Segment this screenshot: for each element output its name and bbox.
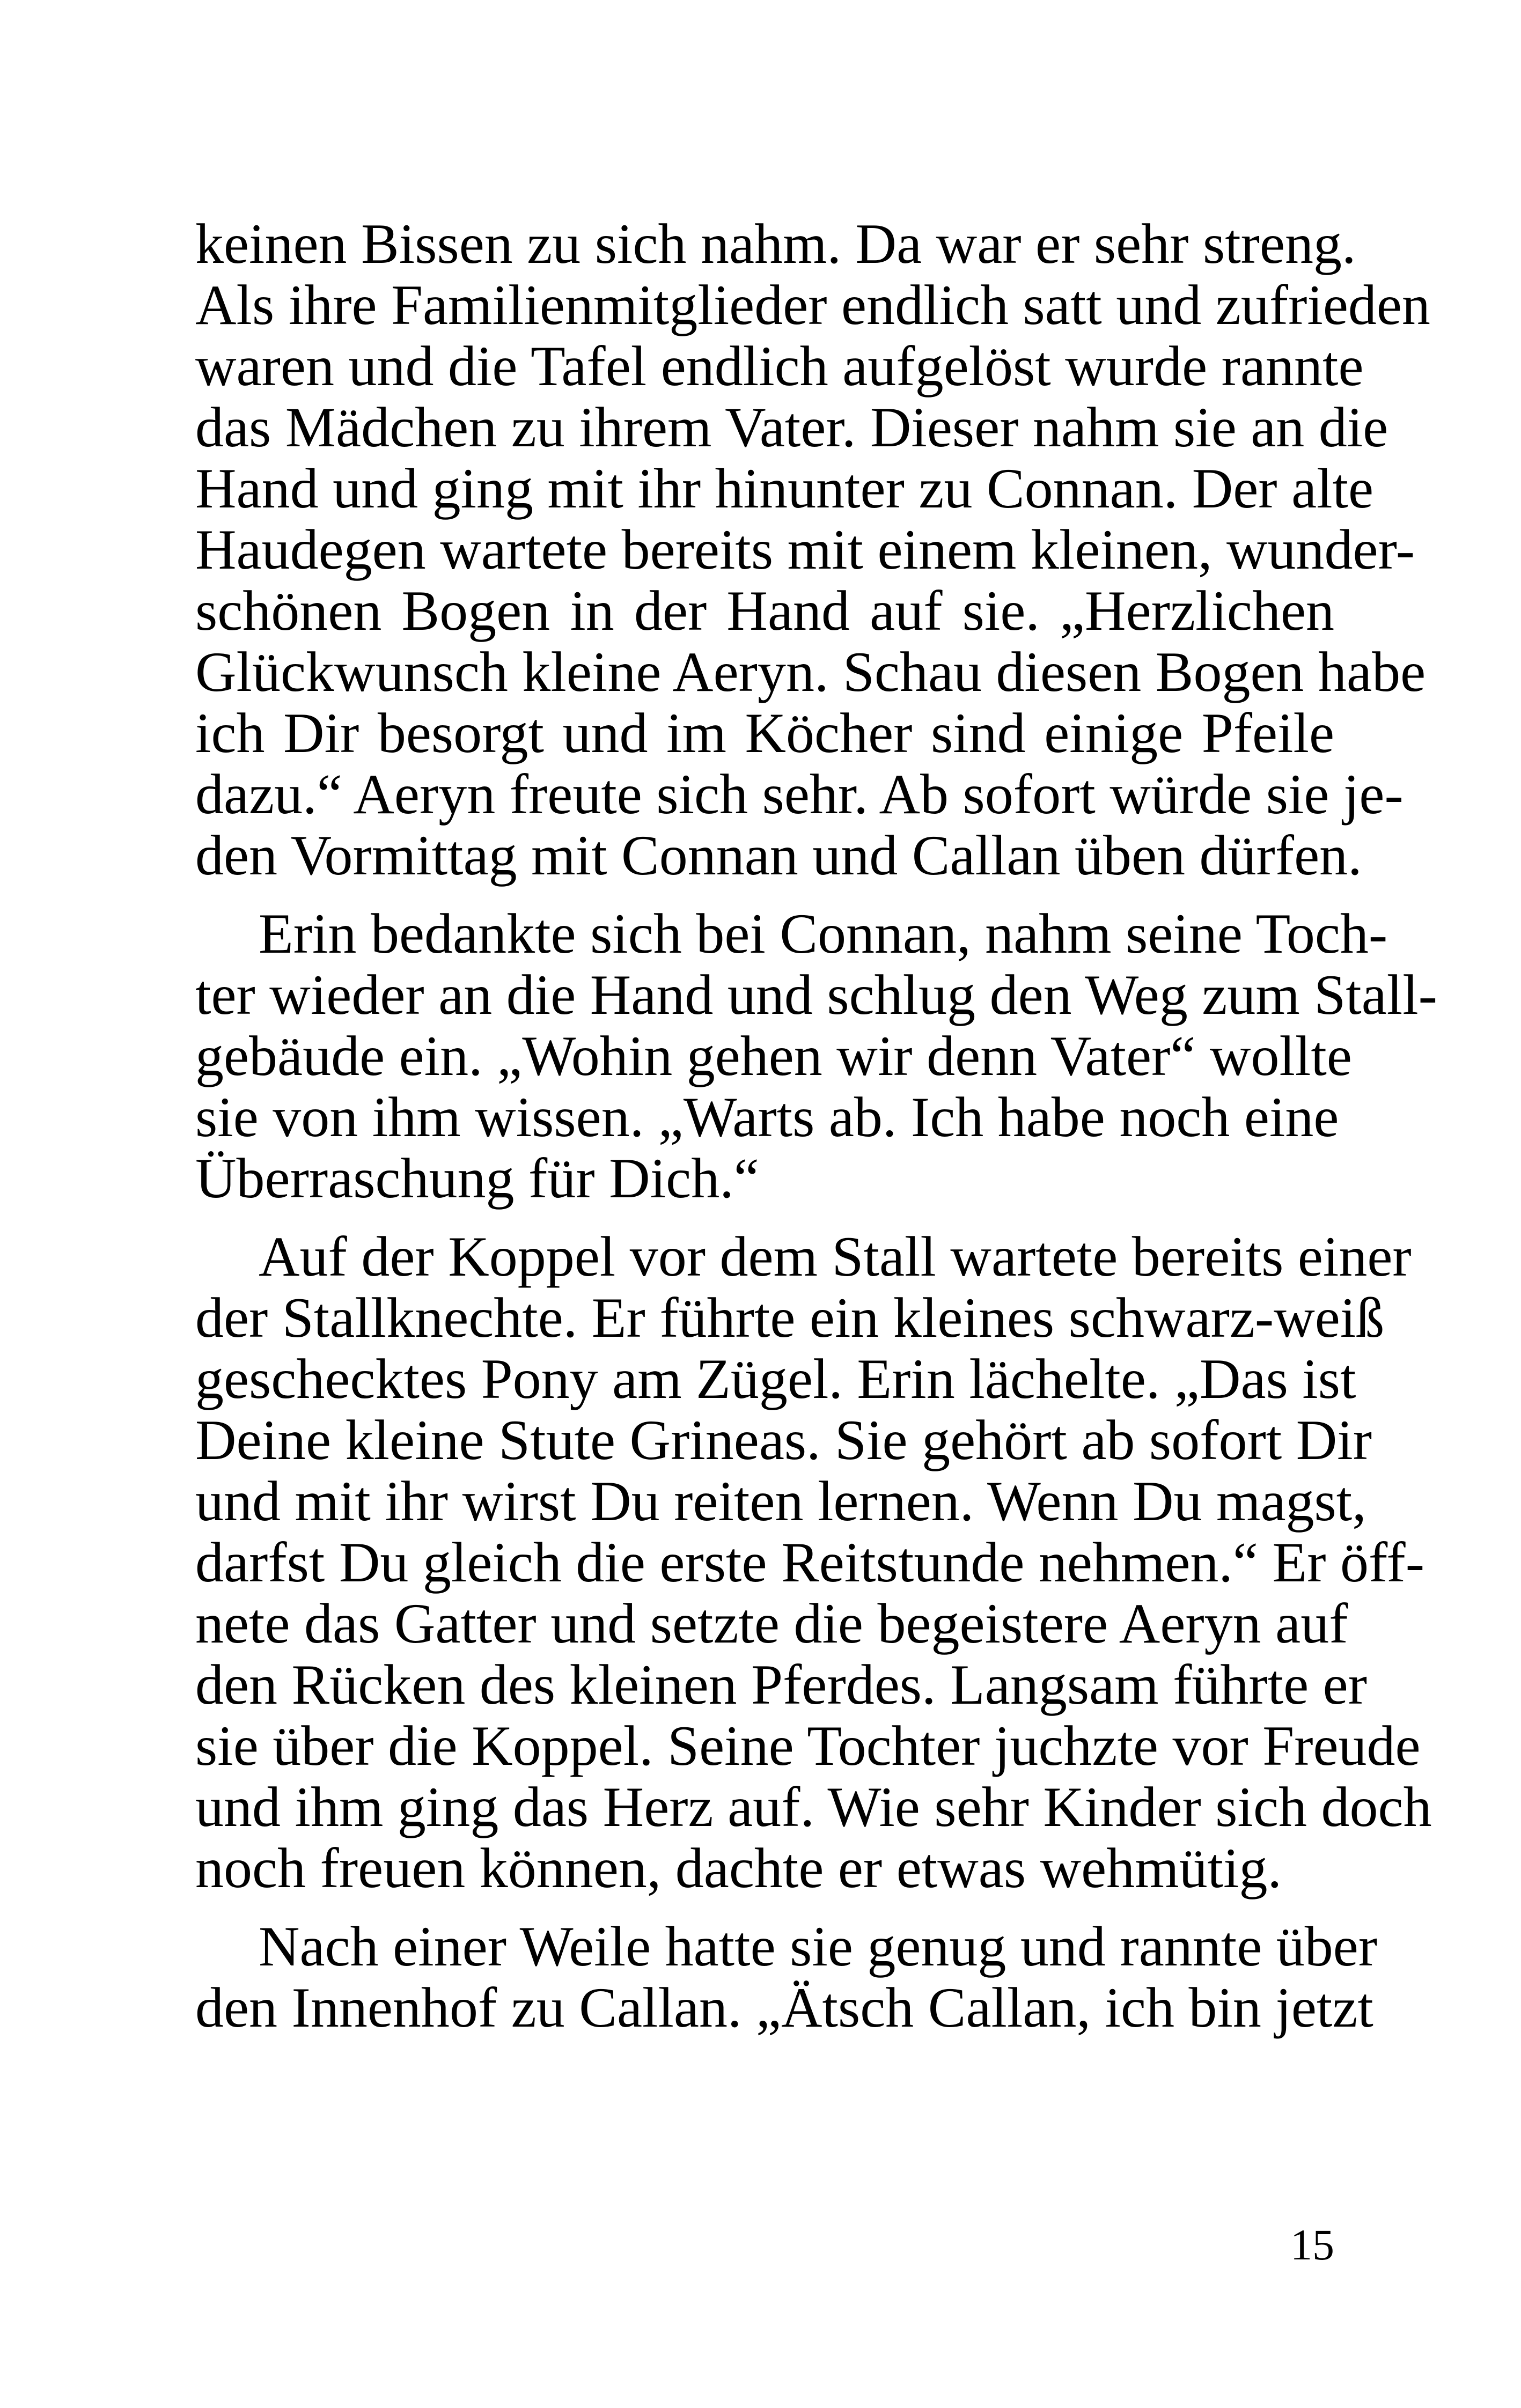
text-line: den Innenhof zu Callan. „Ätsch Callan, ich bin jetzt [195, 1976, 1373, 2039]
text-line: Überraschung für Dich.“ [195, 1147, 759, 1210]
text-line: dazu.“ Aeryn freute sich sehr. Ab sofort würde sie je- [195, 763, 1404, 826]
body-text [195, 212, 1437, 2039]
text-line: Erin bedankte sich bei Connan, nahm seine Toch- [259, 902, 1388, 965]
text-line: Als ihre Familienmitglieder endlich satt und zufrieden [195, 274, 1430, 336]
text-line: der Stallknechte. Er führte ein kleines schwarz-weiß [195, 1286, 1385, 1349]
text-line: keinen Bissen zu sich nahm. Da war er sehr streng. [195, 212, 1356, 275]
text-line: Glückwunsch kleine Aeryn. Schau diesen Bogen habe [195, 640, 1426, 703]
paragraph-3 [195, 1225, 1432, 1899]
text-line: Auf der Koppel vor dem Stall wartete bereits einer [259, 1225, 1412, 1288]
text-line: gebäude ein. „Wohin gehen wir denn Vater“ wollte [195, 1025, 1352, 1087]
page-number: 15 [1290, 2220, 1334, 2269]
text-line: waren und die Tafel endlich aufgelöst wurde rannte [195, 335, 1364, 397]
text-line: nete das Gatter und setzte die begeistere Aeryn auf [195, 1592, 1348, 1655]
text-line: Nach einer Weile hatte sie genug und rannte über [259, 1915, 1378, 1978]
text-line: Haudegen wartete bereits mit einem kleinen, wunder- [195, 518, 1415, 581]
text-line: sie von ihm wissen. „Warts ab. Ich habe noch eine [195, 1086, 1339, 1148]
text-line: sie über die Koppel. Seine Tochter juchzte vor Freude [195, 1714, 1421, 1777]
text-line: darfst Du gleich die erste Reitstunde nehmen.“ Er öff- [195, 1531, 1425, 1594]
text-line: Hand und ging mit ihr hinunter zu Connan. Der alte [195, 457, 1374, 520]
text-line: den Vormittag mit Connan und Callan üben dürfen. [195, 824, 1362, 887]
paragraph-4 [195, 1915, 1378, 2039]
text-line: ich Dir besorgt und im Köcher sind einige Pfeile [195, 702, 1334, 764]
text-line: Deine kleine Stute Grineas. Sie gehört ab sofort Dir [195, 1409, 1372, 1471]
paragraph-2 [195, 902, 1437, 1210]
paragraph-1 [195, 212, 1430, 887]
text-line: und ihm ging das Herz auf. Wie sehr Kinder sich doch [195, 1776, 1432, 1838]
text-line: ter wieder an die Hand und schlug den Weg zum Stall- [195, 963, 1437, 1026]
text-line: und mit ihr wirst Du reiten lernen. Wenn Du magst, [195, 1470, 1366, 1533]
text-line: den Rücken des kleinen Pferdes. Langsam führte er [195, 1653, 1368, 1716]
text-line: noch freuen können, dachte er etwas wehmütig. [195, 1837, 1282, 1899]
text-line: das Mädchen zu ihrem Vater. Dieser nahm sie an die [195, 396, 1388, 459]
text-line: schönen Bogen in der Hand auf sie. „Herzlichen [195, 579, 1334, 642]
text-line: geschecktes Pony am Zügel. Erin lächelte. „Das ist [195, 1347, 1356, 1410]
